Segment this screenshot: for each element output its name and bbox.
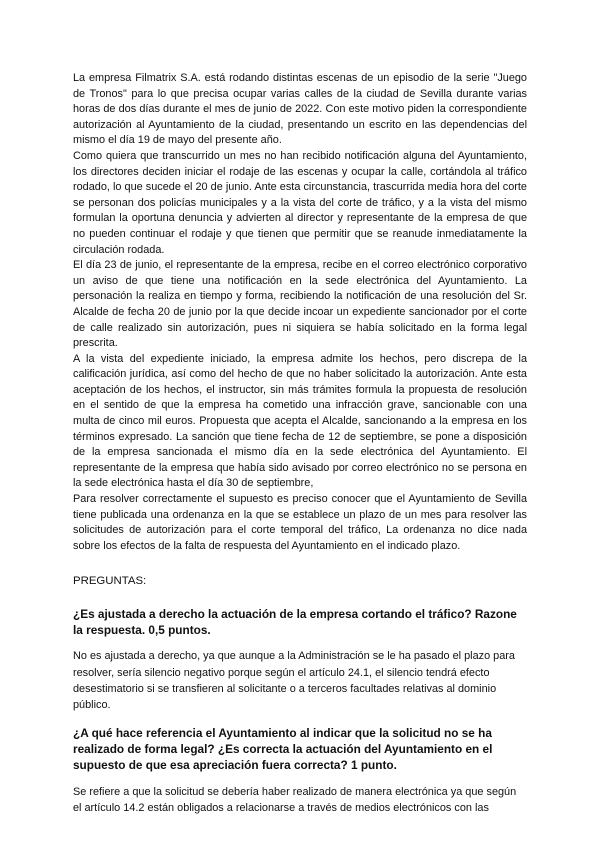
answer-1: No es ajustada a derecho, ya que aunque a la Administración se le ha pasado el plazo para resolver, sería silencio negativo porque según el artículo 24.1, el silencio tendrá efecto desestimatorio si se transfieren al solicitante o a terceros facultades relativas al dominio público. <box>73 650 515 712</box>
case-paragraph-5: Para resolver correctamente el supuesto es preciso conocer que el Ayuntamiento de Sevilla tiene publicada una ordenanza en la que se establece un plazo de un mes para resolver las solicitudes de autorización para el corte temporal del tráfico, La ordenanza no dice nada sobre los efectos de la falta de respuesta del Ayuntamiento en el indicado plazo. <box>73 493 527 552</box>
case-paragraph-4: A la vista del expediente iniciado, la empresa admite los hechos, pero discrepa de la calificación jurídica, así como del hecho de que no haber solicitado la autorización. Ante esta aceptación de los hechos, el instructor, sin más trámites formula la propuesta de resolución en el sentido de que la empresa ha cometido una infracción grave, sancionable con una multa de cinco mil euros. Propuesta que acepta el Alcalde, sancionando a la empresa en los términos expresado. La sanción que tiene fecha de 12 de septiembre, se pone a disposición de la empresa sancionada el mismo día en la sede electrónica del Ayuntamiento. El representante de la empresa que había sido avisado por correo electrónico no se persona en la sede electrónica hasta el día 30 de septiembre, <box>73 352 527 490</box>
questions-heading: PREGUNTAS: <box>73 575 147 588</box>
answer-2: Se refiere a que la solicitud se debería haber realizado de manera electrónica ya que según el artículo 14.2 están obligados a relacionarse a través de medios electrónicos con las <box>73 786 517 815</box>
case-paragraph-1: La empresa Filmatrix S.A. está rodando distintas escenas de un episodio de la serie "Juego de Tronos" para lo que precisa ocupar varias calles de la ciudad de Sevilla durante varias horas de dos días durante el mes de junio de 2022. Con este motivo piden la correspondiente autorización al Ayuntamiento de la ciudad, presentando un escrito en las dependencias del mismo el día 19 de mayo del presente año. <box>73 72 527 147</box>
question-1: ¿Es ajustada a derecho la actuación de la empresa cortando el tráfico? Razone la respuesta. 0,5 puntos. <box>73 607 517 638</box>
question-2: ¿A qué hace referencia el Ayuntamiento al indicar que la solicitud no se ha realizado de forma legal? ¿Es correcta la actuación del Ayuntamiento en el supuesto de que esa apreciación fuera correcta? 1 punto. <box>73 726 493 773</box>
case-paragraph-3: El día 23 de junio, el representante de la empresa, recibe en el correo electrónico corporativo un aviso de que tiene una notificación en la sede electrónica del Ayuntamiento. La personación la realiza en tiempo y forma, recibiendo la notificación de una resolución del Sr. Alcalde de fecha 20 de junio por la que decide incoar un expediente sancionador por el corte de calle realizado sin autorización, pues ni siquiera se había solicitado en la forma legal prescrita. <box>73 259 527 350</box>
case-paragraph-2: Como quiera que transcurrido un mes no han recibido notificación alguna del Ayuntamiento, los directores deciden iniciar el rodaje de las escenas y ocupar la calle, cortándola al tráfico rodado, lo que sucede el 20 de junio. Ante esta circunstancia, trascurrida media hora del corte se personan dos policías municipales y a la vista del corte de tráfico, y a la vista del mismo formulan la oportuna denuncia y advierten al director y representante de la empresa de que no pueden continuar el rodaje y que tienen que permitir que se reanude inmediatamente la circulación rodada. <box>73 149 527 256</box>
case-statement <box>73 71 527 554</box>
